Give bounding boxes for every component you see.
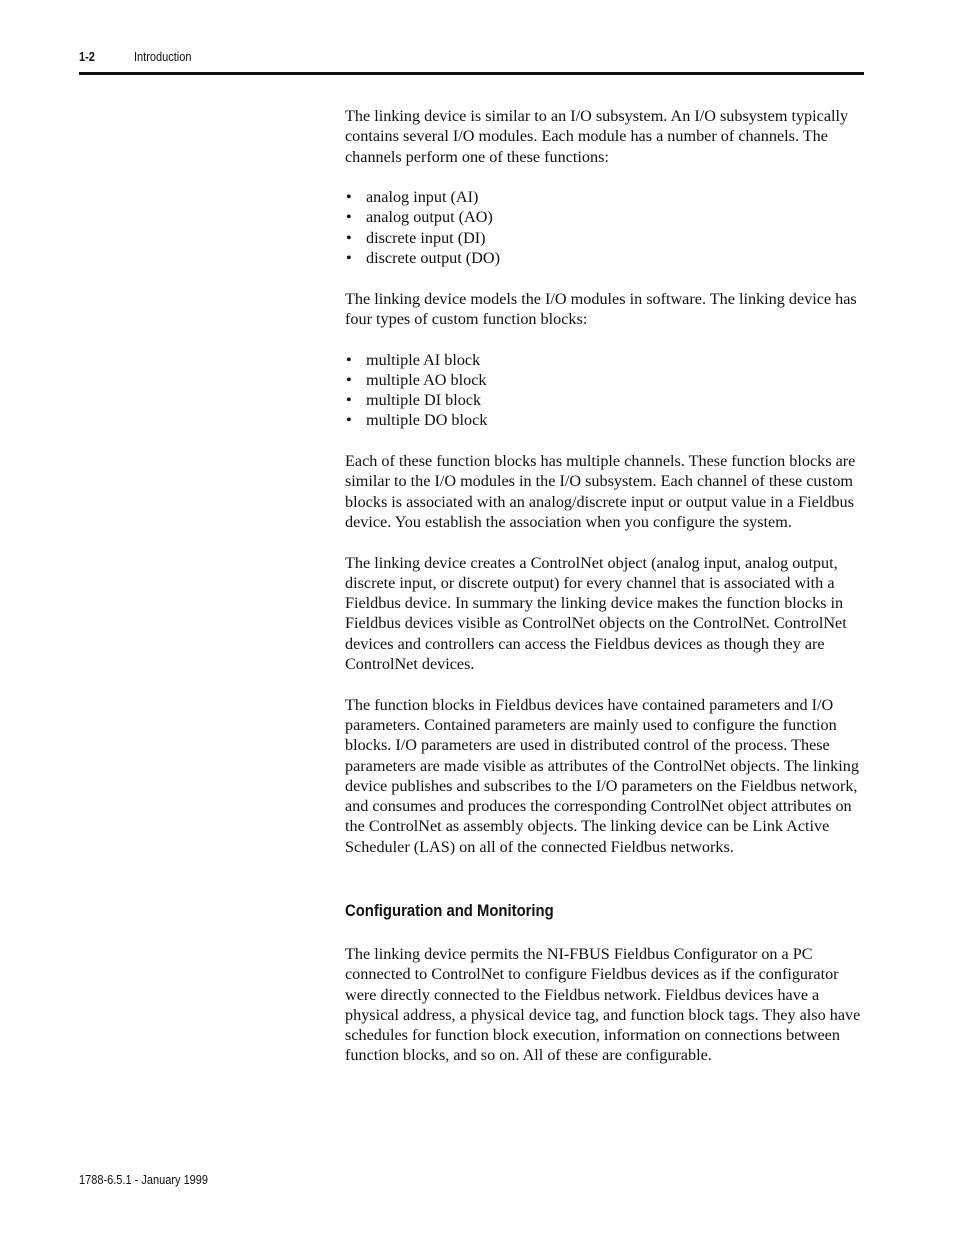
controlnet-paragraph: The linking device creates a ControlNet object (analog input, analog output, discrete input, or discrete output) for every channel that is associated with a Fieldbus device. In summary the linking device makes the function blocks in Fieldbus devices visible as ControlNet objects on the ControlNet. ControlNet devices and controllers can access the Fieldbus devices as though they are ControlNet devices. bbox=[345, 553, 847, 674]
list-item: • multiple DI block bbox=[346, 391, 482, 410]
list-item: • multiple DO block bbox=[346, 411, 488, 430]
models-paragraph: The linking device models the I/O modules in software. The linking device has four types of custom function blocks: bbox=[345, 289, 857, 328]
header-rule bbox=[79, 72, 864, 75]
config-paragraph: The linking device permits the NI-FBUS Fieldbus Configurator on a PC connected to ControlNet to configure Fieldbus devices as if the configurator were directly connected to the Fieldbus network. Fieldbus devices have a physical address, a physical device tag, and function block tags. They also have schedules for function block execution, information on connections between function blocks, and so on. All of these are configurable. bbox=[345, 944, 861, 1065]
bullet-icon: • bbox=[346, 391, 352, 410]
bullet-icon: • bbox=[346, 350, 352, 369]
bullet-icon: • bbox=[346, 228, 352, 247]
list-item: • discrete input (DI) bbox=[346, 228, 486, 247]
list-item: • multiple AI block bbox=[346, 350, 481, 369]
channels-paragraph: Each of these function blocks has multiple channels. These function blocks are similar to the I/O modules in the I/O subsystem. Each channel of these custom blocks is associated with an analog/discrete input or output value in a Fieldbus device. You establish the association when you configure the system. bbox=[345, 452, 856, 531]
list-item: • multiple AO block bbox=[346, 370, 487, 389]
bullet-icon: • bbox=[346, 208, 352, 227]
list-item: • discrete output (DO) bbox=[346, 249, 500, 268]
bullet-icon: • bbox=[346, 188, 352, 207]
body-content bbox=[345, 106, 865, 1066]
page-header bbox=[79, 50, 864, 76]
page-number: 1-2 bbox=[79, 50, 95, 64]
intro-paragraph: The linking device is similar to an I/O subsystem. An I/O subsystem typically contains several I/O modules. Each module has a number of channels. The channels perform one of these functions: bbox=[345, 107, 849, 166]
section-heading: Configuration and Monitoring bbox=[345, 901, 554, 920]
bullet-icon: • bbox=[346, 249, 352, 268]
parameters-paragraph: The function blocks in Fieldbus devices have contained parameters and I/O parameters. Contained parameters are mainly used to configure the function blocks. I/O parameters are used in distributed control of the process. These parameters are made visible as attributes of the ControlNet objects. The linking device publishes and subscribes to the I/O parameters on the Fieldbus network, and consumes and produces the corresponding ControlNet object attributes on the ControlNet as assembly objects. The linking device can be Link Active Scheduler (LAS) on all of the connected Fieldbus networks. bbox=[345, 695, 859, 856]
channel-function-list bbox=[345, 187, 865, 268]
bullet-icon: • bbox=[346, 370, 352, 389]
bullet-icon: • bbox=[346, 411, 352, 430]
function-block-list bbox=[345, 350, 865, 431]
page-footer: 1788-6.5.1 - January 1999 bbox=[79, 1173, 209, 1187]
section-name: Introduction bbox=[134, 50, 192, 64]
list-item: • analog output (AO) bbox=[346, 208, 493, 227]
list-item: • analog input (AI) bbox=[346, 188, 479, 207]
